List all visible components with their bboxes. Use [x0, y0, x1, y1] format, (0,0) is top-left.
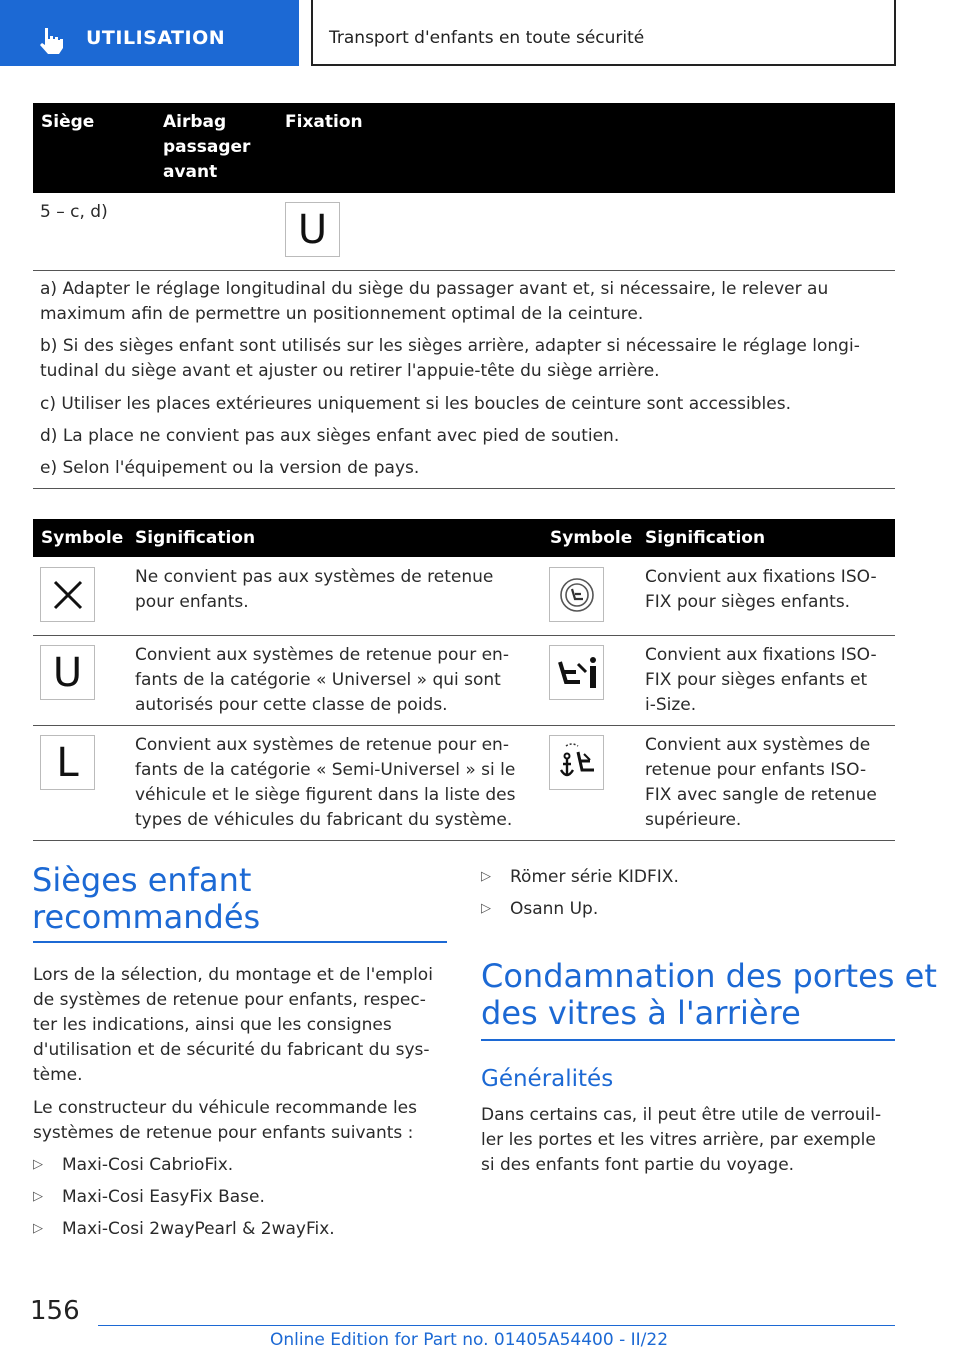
divider: [33, 635, 895, 636]
bullet-icon: ▷: [33, 1221, 43, 1236]
section-title-locking-line2: des vitres à l'arrière: [481, 994, 801, 1032]
section-underline: [33, 941, 447, 943]
para-general-line3: si des enfants font partie du voyage.: [481, 1155, 795, 1175]
divider: [33, 488, 895, 489]
section-title-recommended-seats-line2: recommandés: [32, 898, 261, 936]
list-item: Maxi-Cosi EasyFix Base.: [62, 1187, 265, 1207]
header-title-box: [311, 0, 896, 66]
col-header-meaning-right: Signification: [645, 528, 766, 548]
divider: [33, 840, 895, 841]
col-header-seat: Siège: [41, 112, 95, 132]
meaning-isize-line1: Convient aux fixations ISO-: [645, 645, 877, 665]
note-e: e) Selon l'équipement ou la version de pays.: [40, 458, 420, 478]
note-d: d) La place ne convient pas aux sièges enfant avec pied de soutien.: [40, 426, 620, 446]
u-icon: U: [40, 645, 95, 700]
meaning-top-tether-line2: retenue pour enfants ISO-: [645, 760, 867, 780]
note-b-line2: tudinal du siège avant et ajuster ou retirer l'appuie-tête du siège arrière.: [40, 361, 660, 381]
x-icon: [40, 567, 95, 622]
meaning-no-restraint-line1: Ne convient pas aux systèmes de retenue: [135, 567, 494, 587]
col-header-meaning-left: Signification: [135, 528, 256, 548]
meaning-isofix-line2: FIX pour sièges enfants.: [645, 592, 851, 612]
meaning-isize-line2: FIX pour sièges enfants et: [645, 670, 868, 690]
para-selection-line3: ter les indications, ainsi que les consignes: [33, 1015, 392, 1035]
meaning-no-restraint-line2: pour enfants.: [135, 592, 249, 612]
meaning-universal-line3: autorisés pour cette classe de poids.: [135, 695, 448, 715]
para-selection-line4: d'utilisation et de sécurité du fabricant du sys-: [33, 1040, 430, 1060]
section-title-locking-line1: Condamnation des portes et: [481, 957, 937, 995]
col-header-airbag-line3: avant: [163, 162, 218, 182]
meaning-semi-universal-line4: types de véhicules du fabricant du système.: [135, 810, 513, 830]
note-b-line1: b) Si des sièges enfant sont utilisés sur les sièges arrière, adapter si nécessaire le réglage longi-: [40, 336, 860, 356]
meaning-top-tether-line1: Convient aux systèmes de: [645, 735, 871, 755]
col-header-fixation: Fixation: [285, 112, 363, 132]
para-selection-line5: tème.: [33, 1065, 83, 1085]
para-selection-line2: de systèmes de retenue pour enfants, respec-: [33, 990, 426, 1010]
para-manufacturer-line1: Le constructeur du véhicule recommande les: [33, 1098, 418, 1118]
note-a-line1: a) Adapter le réglage longitudinal du siège du passager avant et, si nécessaire, le relever au: [40, 279, 829, 299]
bullet-icon: ▷: [481, 869, 491, 884]
hand-pointer-icon: [36, 26, 66, 56]
isize-icon: [549, 645, 604, 700]
subsection-title-general: Généralités: [481, 1066, 614, 1092]
l-icon: L: [40, 735, 95, 790]
para-manufacturer-line2: systèmes de retenue pour enfants suivants :: [33, 1123, 414, 1143]
meaning-universal-line1: Convient aux systèmes de retenue pour en-: [135, 645, 509, 665]
bullet-icon: ▷: [33, 1189, 43, 1204]
section-title-recommended-seats-line1: Sièges enfant: [32, 861, 252, 899]
meaning-isofix-line1: Convient aux fixations ISO-: [645, 567, 877, 587]
meaning-isize-line3: i-Size.: [645, 695, 697, 715]
top-tether-icon: [549, 735, 604, 790]
para-general-line2: ler les portes et les vitres arrière, par exemple: [481, 1130, 876, 1150]
header-title: Transport d'enfants en toute sécurité: [329, 28, 645, 48]
note-a-line2: maximum afin de permettre un positionnement optimal de la ceinture.: [40, 304, 644, 324]
section-underline: [481, 1039, 895, 1041]
header-section-label: UTILISATION: [86, 27, 226, 49]
list-item: Maxi-Cosi 2wayPearl & 2wayFix.: [62, 1219, 335, 1239]
meaning-semi-universal-line2: fants de la catégorie « Semi-Universel » si le: [135, 760, 516, 780]
fixation-u-icon: U: [285, 202, 340, 257]
note-c: c) Utiliser les places extérieures uniquement si les boucles de ceinture sont accessibles.: [40, 394, 791, 414]
symbol-table-header: [33, 519, 895, 557]
bullet-icon: ▷: [33, 1157, 43, 1172]
meaning-top-tether-line4: supérieure.: [645, 810, 742, 830]
divider: [33, 270, 895, 271]
para-selection-line1: Lors de la sélection, du montage et de l'emploi: [33, 965, 433, 985]
isofix-icon: [549, 567, 604, 622]
meaning-semi-universal-line3: véhicule et le siège figurent dans la liste des: [135, 785, 516, 805]
bullet-icon: ▷: [481, 901, 491, 916]
seat-table-header: [33, 103, 895, 193]
divider: [33, 725, 895, 726]
list-item: Maxi-Cosi CabrioFix.: [62, 1155, 234, 1175]
header-section-tab: [0, 0, 299, 66]
seat-row-label: 5 – c, d): [40, 202, 108, 222]
list-item: Römer série KIDFIX.: [510, 867, 679, 887]
page-number: 156: [30, 1296, 80, 1326]
meaning-universal-line2: fants de la catégorie « Universel » qui sont: [135, 670, 501, 690]
footer-edition: Online Edition for Part no. 01405A54400 - II/22: [270, 1330, 669, 1350]
footer-rule: [98, 1325, 895, 1326]
col-header-symbol-right: Symbole: [550, 528, 633, 548]
meaning-top-tether-line3: FIX avec sangle de retenue: [645, 785, 877, 805]
col-header-symbol-left: Symbole: [41, 528, 124, 548]
meaning-semi-universal-line1: Convient aux systèmes de retenue pour en-: [135, 735, 509, 755]
col-header-airbag-line2: passager: [163, 137, 251, 157]
para-general-line1: Dans certains cas, il peut être utile de verrouil-: [481, 1105, 882, 1125]
list-item: Osann Up.: [510, 899, 599, 919]
col-header-airbag-line1: Airbag: [163, 112, 227, 132]
